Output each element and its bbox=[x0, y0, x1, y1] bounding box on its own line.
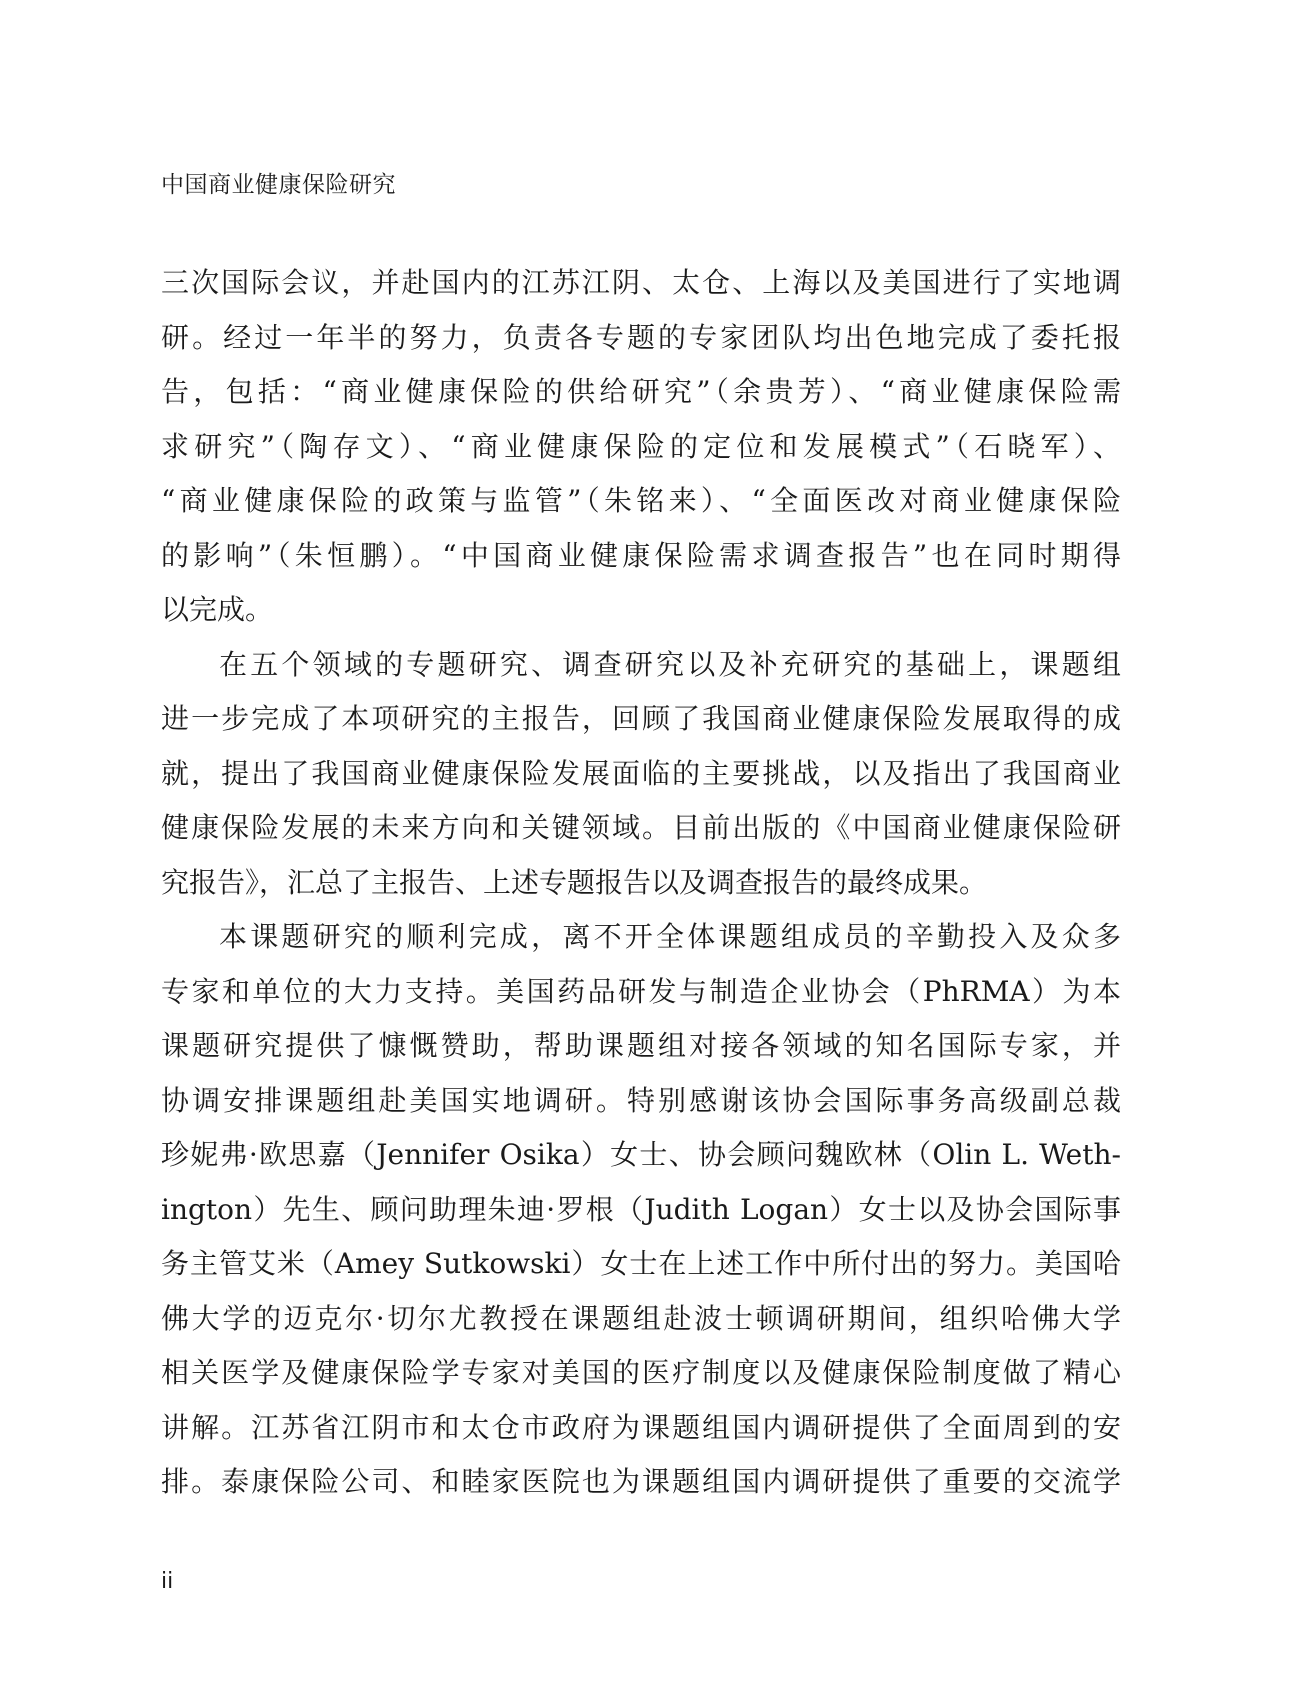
text-line: 求研究”（陶存文）、“商业健康保险的定位和发展模式”（石晓军）、 bbox=[161, 429, 1121, 463]
text-line: 在五个领域的专题研究、调查研究以及补充研究的基础上，课题组 bbox=[219, 647, 1121, 681]
body-text bbox=[161, 256, 1121, 1510]
running-head-title: 中国商业健康保险研究 bbox=[161, 172, 396, 198]
text-line: 以完成。 bbox=[161, 593, 274, 626]
text-line: 专家和单位的大力支持。美国药品研发与制造企业协会（PhRMA）为本 bbox=[161, 974, 1121, 1008]
text-line: “商业健康保险的政策与监管”（朱铭来）、“全面医改对商业健康保险 bbox=[161, 484, 1121, 517]
text-line: 排。泰康保险公司、和睦家医院也为课题组国内调研提供了重要的交流学 bbox=[161, 1465, 1121, 1498]
paragraph-1 bbox=[161, 256, 1121, 638]
paragraph-3 bbox=[161, 910, 1121, 1510]
text-line: 的影响”（朱恒鹏）。“中国商业健康保险需求调查报告”也在同时期得 bbox=[161, 538, 1121, 572]
page-number: ii bbox=[161, 1569, 174, 1594]
paragraph-2 bbox=[161, 638, 1121, 911]
text-line: ington）先生、顾问助理朱迪·罗根（Judith Logan）女士以及协会国际事 bbox=[161, 1192, 1121, 1226]
text-line: 本课题研究的顺利完成，离不开全体课题组成员的辛勤投入及众多 bbox=[219, 920, 1121, 953]
text-line: 相关医学及健康保险学专家对美国的医疗制度以及健康保险制度做了精心 bbox=[161, 1356, 1121, 1389]
text-line: 告，包括：“商业健康保险的供给研究”（余贵芳）、“商业健康保险需 bbox=[161, 375, 1121, 408]
text-line: 究报告》，汇总了主报告、上述专题报告以及调查报告的最终成果。 bbox=[161, 865, 988, 899]
text-line: 协调安排课题组赴美国实地调研。特别感谢该协会国际事务高级副总裁 bbox=[161, 1083, 1121, 1117]
text-line: 进一步完成了本项研究的主报告，回顾了我国商业健康保险发展取得的成 bbox=[161, 702, 1121, 735]
text-line: 务主管艾米（Amey Sutkowski）女士在上述工作中所付出的努力。美国哈 bbox=[161, 1247, 1121, 1280]
text-line: 就，提出了我国商业健康保险发展面临的主要挑战，以及指出了我国商业 bbox=[161, 756, 1121, 790]
text-line: 研。经过一年半的努力，负责各专题的专家团队均出色地完成了委托报 bbox=[161, 320, 1121, 354]
text-line: 佛大学的迈克尔·切尔尤教授在课题组赴波士顿调研期间，组织哈佛大学 bbox=[161, 1301, 1121, 1335]
text-line: 健康保险发展的未来方向和关键领域。目前出版的《中国商业健康保险研 bbox=[161, 811, 1121, 844]
text-line: 讲解。江苏省江阴市和太仓市政府为课题组国内调研提供了全面周到的安 bbox=[161, 1410, 1121, 1444]
text-line: 课题研究提供了慷慨赞助，帮助课题组对接各领域的知名国际专家，并 bbox=[161, 1029, 1121, 1062]
text-line: 珍妮弗·欧思嘉（Jennifer Osika）女士、协会顾问魏欧林（Olin L. Weth- bbox=[161, 1138, 1121, 1171]
text-line: 三次国际会议，并赴国内的江苏江阴、太仓、上海以及美国进行了实地调 bbox=[161, 266, 1121, 299]
